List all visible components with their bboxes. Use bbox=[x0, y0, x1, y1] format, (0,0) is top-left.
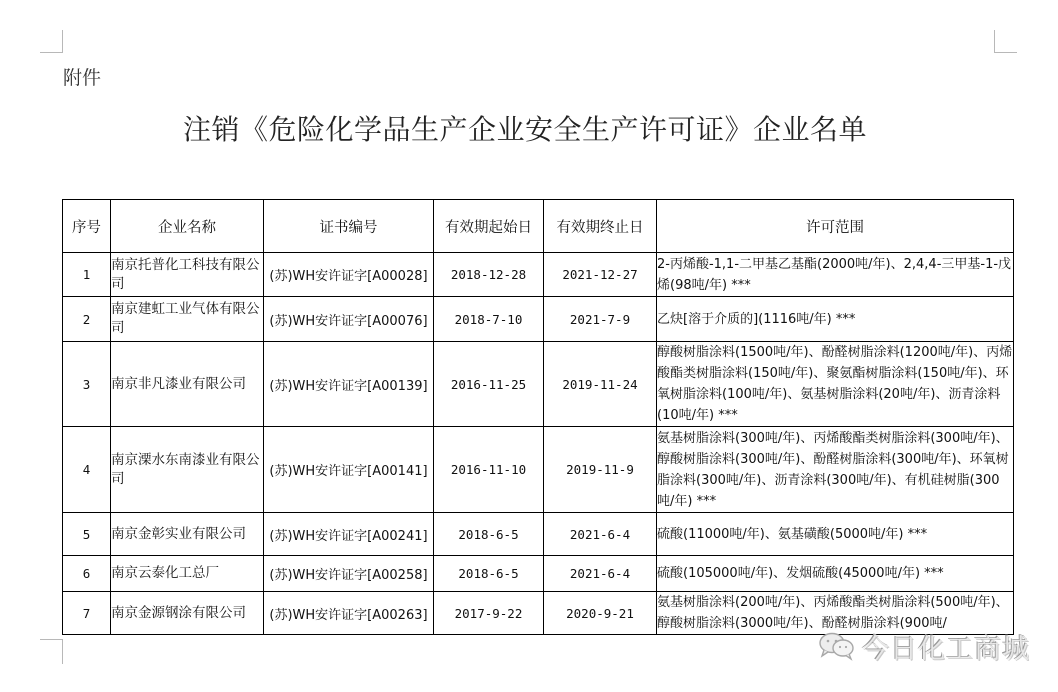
page-corner-mark-top-right bbox=[994, 30, 1017, 53]
serial-no: 7 bbox=[63, 592, 111, 635]
valid-until: 2021-7-9 bbox=[544, 297, 657, 342]
valid-from: 2018-6-5 bbox=[434, 556, 544, 592]
license-scope: 醇酸树脂涂料(1500吨/年)、酚醛树脂涂料(1200吨/年)、丙烯酸酯类树脂涂料(150吨/年)、聚氨酯树脂涂料(150吨/年)、环氧树脂涂料(100吨/年)、氨基树脂涂料(20吨/年)、沥青涂料(10吨/年) *** bbox=[657, 342, 1014, 427]
table-row bbox=[63, 513, 1014, 556]
watermark-text: 今日化工商城 bbox=[862, 633, 1030, 665]
table-header-row bbox=[63, 200, 1014, 253]
valid-from: 2018-12-28 bbox=[434, 253, 544, 297]
company-name: 南京非凡漆业有限公司 bbox=[111, 342, 264, 427]
page-corner-mark-bottom-left bbox=[40, 639, 63, 664]
header-valid-until: 有效期终止日 bbox=[544, 200, 657, 253]
watermark bbox=[818, 628, 1030, 664]
wechat-icon bbox=[818, 631, 856, 661]
serial-no: 2 bbox=[63, 297, 111, 342]
license-scope: 氨基树脂涂料(300吨/年)、丙烯酸酯类树脂涂料(300吨/年)、醇酸树脂涂料(300吨/年)、酚醛树脂涂料(300吨/年)、环氧树脂涂料(300吨/年)、沥青涂料(300吨/年)、有机硅树脂(300吨/年) *** bbox=[657, 427, 1014, 513]
valid-until: 2019-11-24 bbox=[544, 342, 657, 427]
company-name: 南京金彰实业有限公司 bbox=[111, 513, 264, 556]
table-row bbox=[63, 253, 1014, 297]
company-name: 南京云泰化工总厂 bbox=[111, 556, 264, 592]
header-company-name: 企业名称 bbox=[111, 200, 264, 253]
table-row bbox=[63, 342, 1014, 427]
serial-no: 6 bbox=[63, 556, 111, 592]
license-scope: 硫酸(105000吨/年)、发烟硫酸(45000吨/年) *** bbox=[657, 556, 1014, 592]
header-certificate-no: 证书编号 bbox=[264, 200, 434, 253]
valid-until: 2019-11-9 bbox=[544, 427, 657, 513]
company-name: 南京建虹工业气体有限公司 bbox=[111, 297, 264, 342]
header-serial-no: 序号 bbox=[63, 200, 111, 253]
valid-until: 2021-6-4 bbox=[544, 556, 657, 592]
valid-until: 2020-9-21 bbox=[544, 592, 657, 635]
table-row bbox=[63, 297, 1014, 342]
certificate-no: (苏)WH安许证字[A00141] bbox=[264, 427, 434, 513]
table-row bbox=[63, 427, 1014, 513]
page-corner-mark-top-left bbox=[40, 30, 63, 53]
certificate-no: (苏)WH安许证字[A00258] bbox=[264, 556, 434, 592]
serial-no: 5 bbox=[63, 513, 111, 556]
valid-until: 2021-6-4 bbox=[544, 513, 657, 556]
license-scope: 氨基树脂涂料(200吨/年)、丙烯酸酯类树脂涂料(500吨/年)、醇酸树脂涂料(3000吨/年)、酚醛树脂涂料(900吨/ bbox=[657, 592, 1014, 635]
certificate-no: (苏)WH安许证字[A00263] bbox=[264, 592, 434, 635]
serial-no: 4 bbox=[63, 427, 111, 513]
revoked-license-table bbox=[62, 199, 1014, 635]
valid-from: 2016-11-10 bbox=[434, 427, 544, 513]
company-name: 南京溧水东南漆业有限公司 bbox=[111, 427, 264, 513]
document-title: 注销《危险化学品生产企业安全生产许可证》企业名单 bbox=[182, 113, 867, 146]
table-row bbox=[63, 556, 1014, 592]
serial-no: 3 bbox=[63, 342, 111, 427]
serial-no: 1 bbox=[63, 253, 111, 297]
valid-until: 2021-12-27 bbox=[544, 253, 657, 297]
valid-from: 2017-9-22 bbox=[434, 592, 544, 635]
certificate-no: (苏)WH安许证字[A00139] bbox=[264, 342, 434, 427]
header-license-scope: 许可范围 bbox=[657, 200, 1014, 253]
certificate-no: (苏)WH安许证字[A00241] bbox=[264, 513, 434, 556]
header-valid-from: 有效期起始日 bbox=[434, 200, 544, 253]
license-scope: 2-丙烯酸-1,1-二甲基乙基酯(2000吨/年)、2,4,4-三甲基-1-戊烯(98吨/年) *** bbox=[657, 253, 1014, 297]
license-scope: 硫酸(11000吨/年)、氨基磺酸(5000吨/年) *** bbox=[657, 513, 1014, 556]
certificate-no: (苏)WH安许证字[A00076] bbox=[264, 297, 434, 342]
valid-from: 2016-11-25 bbox=[434, 342, 544, 427]
certificate-no: (苏)WH安许证字[A00028] bbox=[264, 253, 434, 297]
license-scope: 乙炔[溶于介质的](1116吨/年) *** bbox=[657, 297, 1014, 342]
valid-from: 2018-7-10 bbox=[434, 297, 544, 342]
company-name: 南京金源钢涂有限公司 bbox=[111, 592, 264, 635]
attachment-label: 附件 bbox=[63, 67, 102, 89]
valid-from: 2018-6-5 bbox=[434, 513, 544, 556]
company-name: 南京托普化工科技有限公司 bbox=[111, 253, 264, 297]
